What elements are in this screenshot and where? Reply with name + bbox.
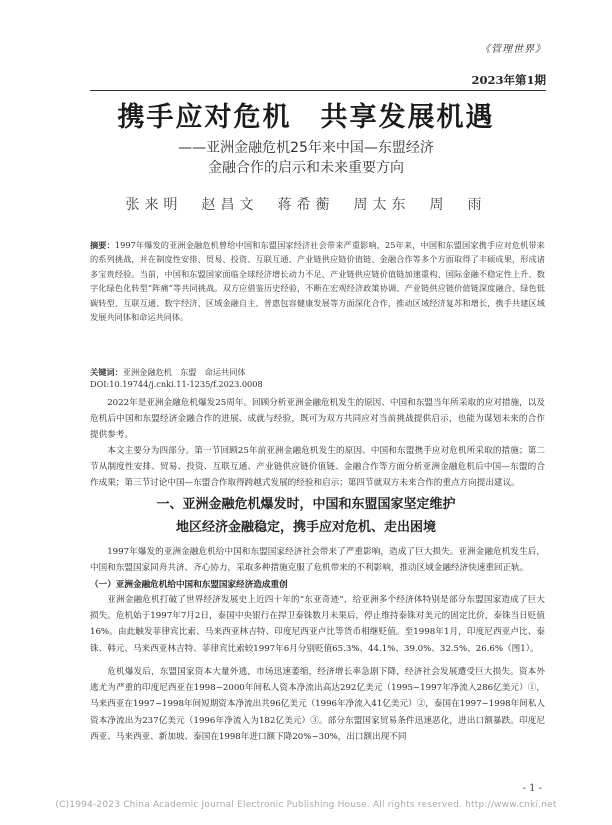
section-heading-line2: 地区经济金融稳定，携手应对危机、走出困境 xyxy=(175,520,436,535)
abstract-label: 摘要： xyxy=(90,240,115,250)
intro-paragraph: 本文主要分为四部分。第一节回顾25年前亚洲金融危机发生的原因、中国和东盟携手应对危机所采取的措施；第二节从制度性安排、贸易、投资、互联互通、产业链供应链价值链、金融合作等方面分析亚洲金融危机后中国—东盟的合作成果；第三节讨论中国—东盟合作取得跨越式发展的经验和启示；第四节就双方未来合作的重点方向提出建议。 xyxy=(90,446,545,489)
abstract-text: 1997年爆发的亚洲金融危机曾给中国和东盟国家经济社会带来严重影响，25年来，中国和东盟国家携手应对危机带来的系列挑战，并在制度性安排、贸易、投资、互联互通、产业链供应链价值链、金融合作等多个方面取得了丰硕成果，形成诸多宝贵经验。当前，中国和东盟国家面临全球经济增长动力不足、产业链供应链价值链加速重构、国际金融不稳定性上升、数字化绿色化转型“阵痛”等共同挑战。双方应借鉴历史经验，不断在宏观经济政策协调、产业链供应链价值链深度融合、绿色低碳转型、互联互通、数字经济、区域金融自主、普惠包容健康发展等方面深化合作，推动区域经济复苏和增长，携手共建区域发展共同体和命运共同体。 xyxy=(90,240,545,323)
section-heading-line1: 一、亚洲金融危机爆发时，中国和东盟国家坚定维护 xyxy=(156,497,456,512)
journal-name: 《管理世界》 xyxy=(480,44,546,55)
copyright-footer: (C)1994-2023 China Academic Journal Electronic Publishing House. All rights reserved. http://www.cnki.net xyxy=(55,800,557,810)
doi: DOI:10.19744/j.cnki.11-1235/f.2023.0008 xyxy=(90,379,263,389)
article-subtitle-line2: 金融合作的启示和未来重要方向 xyxy=(208,160,404,176)
keywords-label: 关键词： xyxy=(90,367,123,377)
subsection-paragraph: 危机爆发后，东盟国家资本大量外逃，市场迅速萎缩，经济增长率急剧下降，经济社会发展遭受巨大损失。资本外逃尤为严重的印度尼西亚在1998~2000年间私人资本净流出高达292亿美元（1995~1997年净流入286亿美元）①，马来西亚在1997~1998年间短期资本净流出共96亿美元（1996年净流入41亿美元）②，泰国在1997~1998年间私人资本净流出为237亿美元（1996年净流入为182亿美元）③。部分东盟国家贸易条件迅速恶化，进出口额暴跌。印度尼西亚、马来西亚、新加坡、泰国在1998年进口额下降20%~30%，出口额出现不同 xyxy=(90,667,546,742)
subsection-paragraph: 亚洲金融危机打破了世界经济发展史上近四十年的“东亚奇迹”，给亚洲多个经济体特别是部分东盟国家造成了巨大损失。危机始于1997年7月2日，泰国中央银行在捍卫泰铢数月未果后，停止维持泰铢对美元的固定比价，泰铢当日贬值16%。由此触发菲律宾比索、马来西亚林吉特、印度尼西亚卢比等货币相继贬值。至1998年1月，印度尼西亚卢比、泰铢、韩元、马来西亚林吉特、菲律宾比索较1997年6月分别贬值65.3%、44.1%、39.0%、32.5%、26.6%（图1）。 xyxy=(90,595,545,654)
page-number: - 1 - xyxy=(522,783,542,794)
header-rule xyxy=(90,90,546,91)
authors: 张来明 赵昌文 蒋希蘅 周太东 周 雨 xyxy=(125,197,487,213)
intro-paragraph: 2022年是亚洲金融危机爆发25周年。回顾分析亚洲金融危机发生的原因、中国和东盟当年所采取的应对措施，以及危机后中国和东盟经济金融合作的进展、成就与经验，既可为双方共同应对当前挑战提供启示，也能为谋划未来的合作提供参考。 xyxy=(90,398,545,441)
section-paragraph: 1997年爆发的亚洲金融危机给中国和东盟国家经济社会带来了严重影响，造成了巨大损失。亚洲金融危机发生后，中国和东盟国家同舟共济、齐心协力，采取多种措施克服了危机带来的不利影响，推动区域金融经济快速重回正轨。 xyxy=(90,547,545,574)
keywords-text: 亚洲金融危机 东盟 命运共同体 xyxy=(122,367,246,377)
issue-number: 2023年第1期 xyxy=(471,73,546,87)
article-title: 携手应对危机 共享发展机遇 xyxy=(117,102,495,133)
abstract xyxy=(90,238,545,324)
subsection-heading: （一）亚洲金融危机给中国和东盟国家经济造成重创 xyxy=(90,580,288,590)
article-subtitle-line1: ——亚洲金融危机25年来中国—东盟经济 xyxy=(178,140,434,156)
keywords xyxy=(90,366,545,379)
section-heading xyxy=(0,493,612,539)
